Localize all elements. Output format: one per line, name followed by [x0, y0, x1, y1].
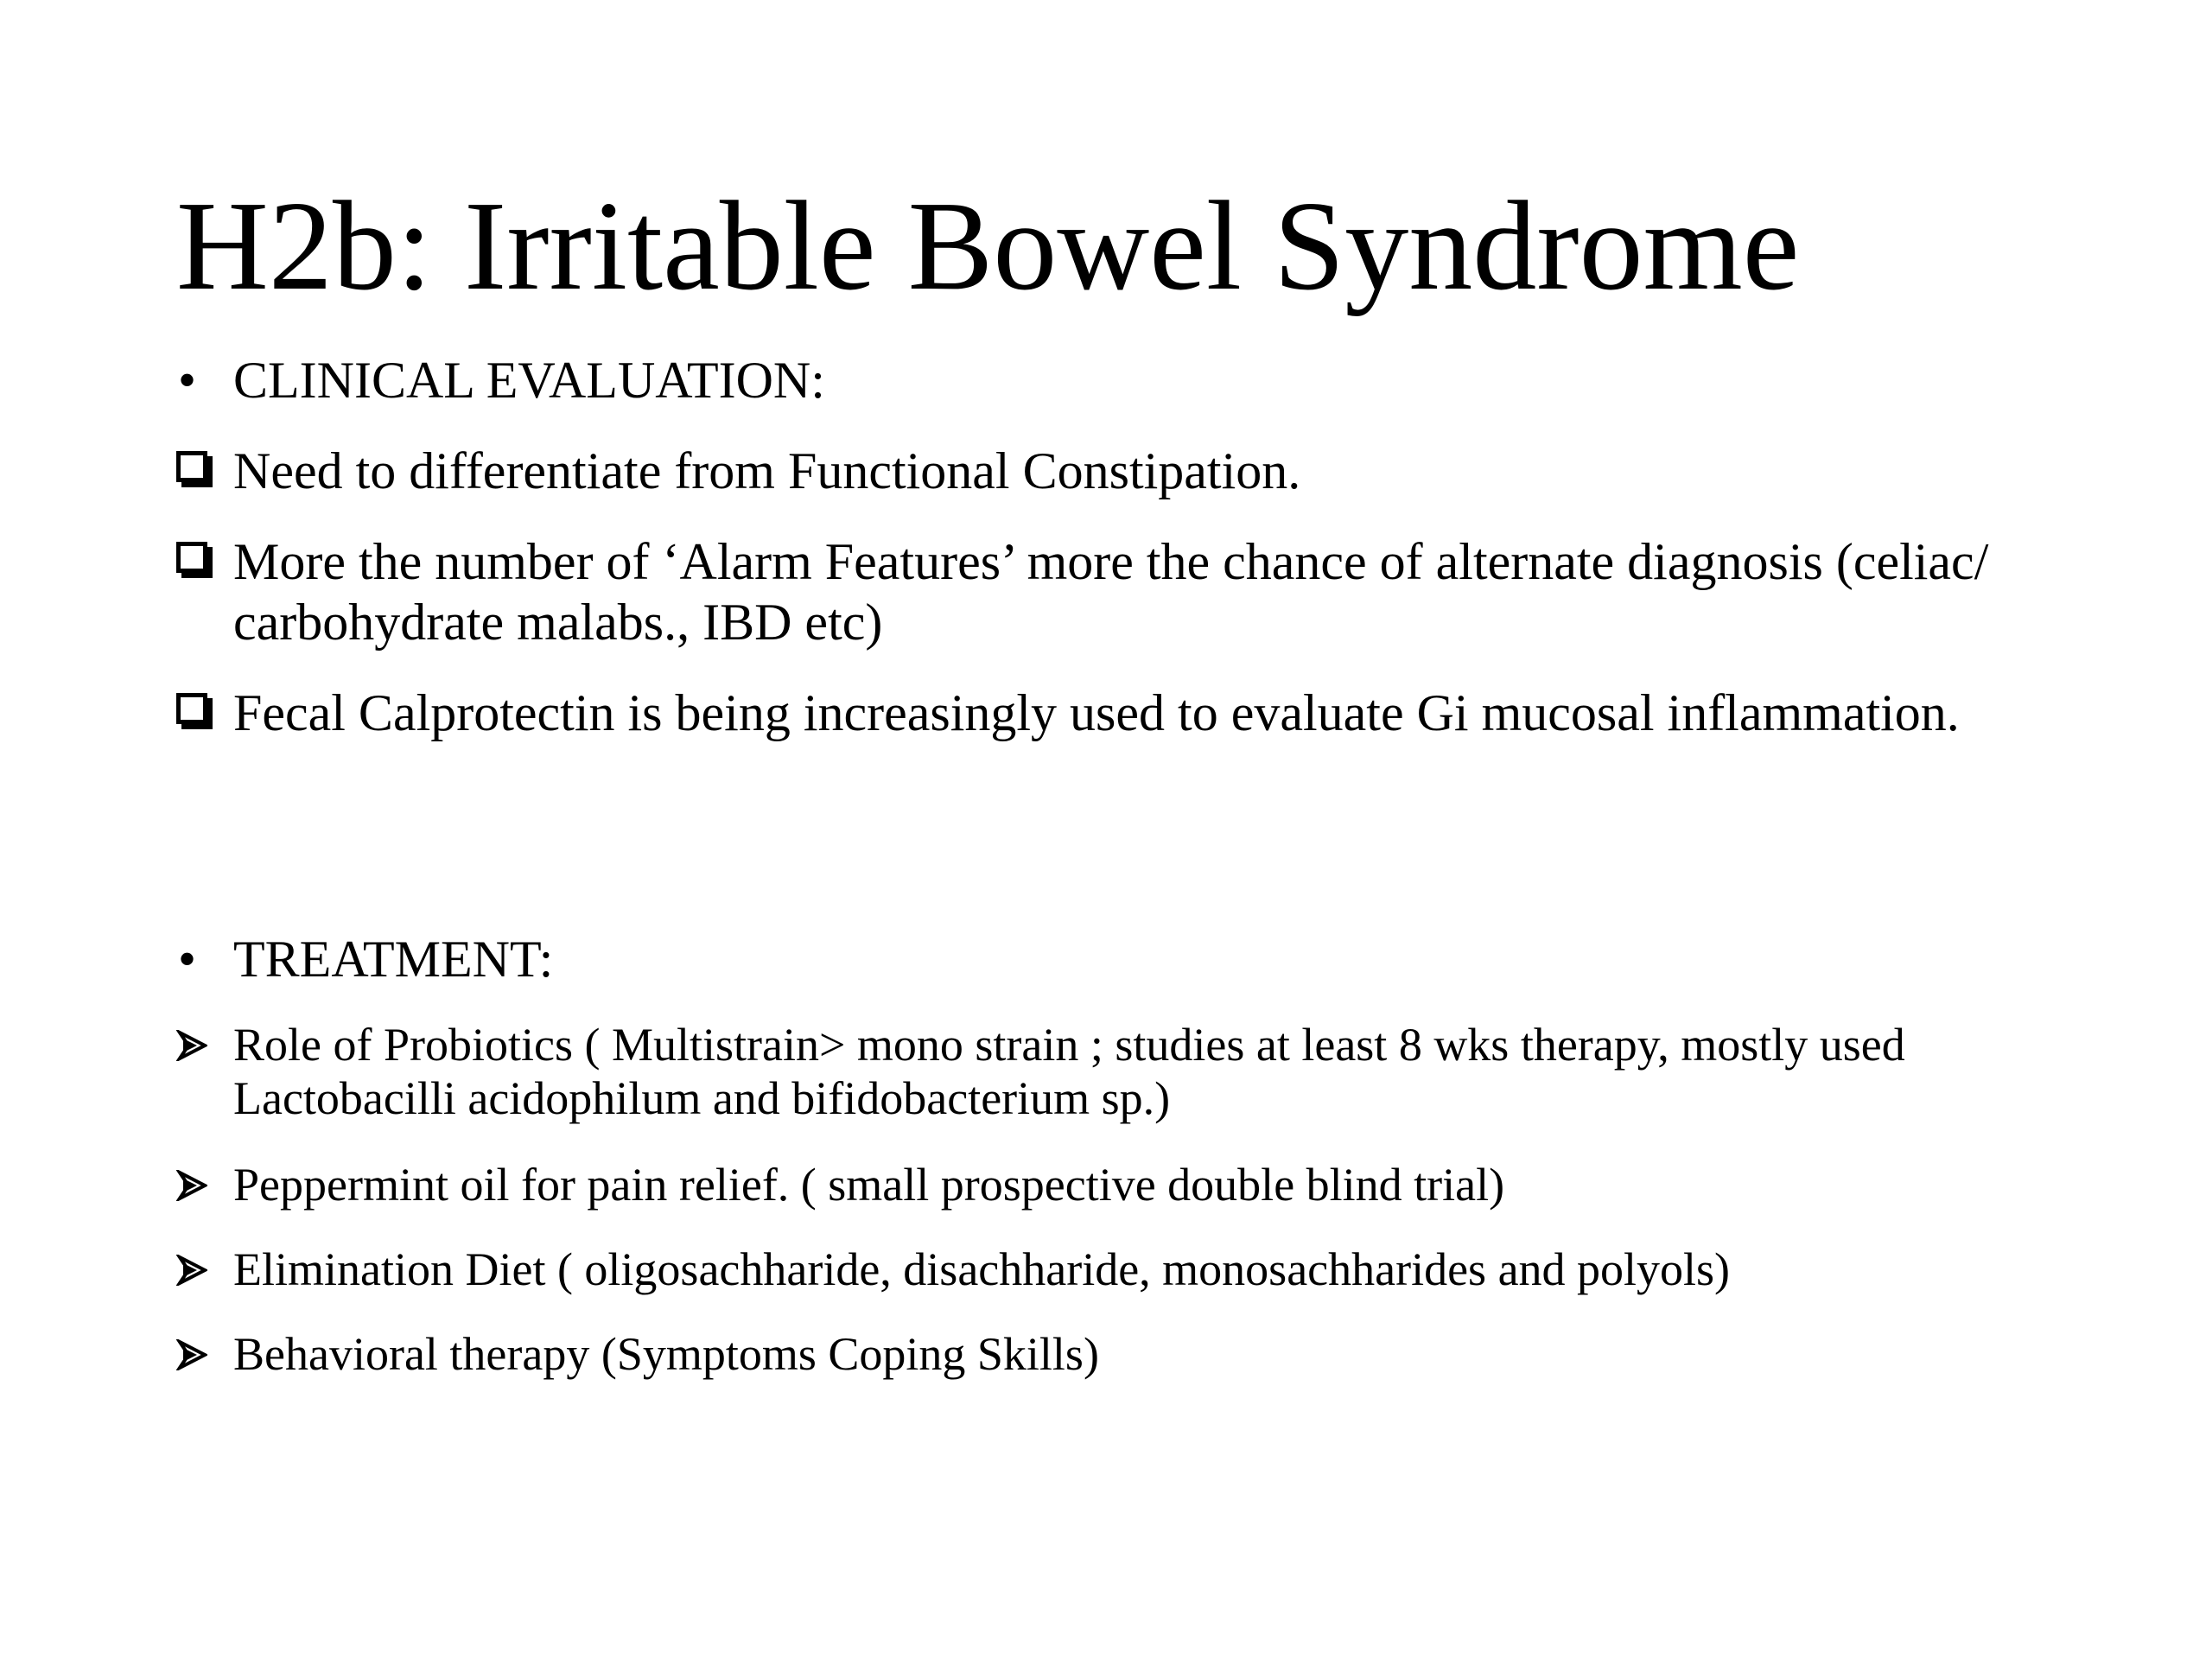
treatment-item — [176, 1018, 2077, 1125]
clinical-item — [176, 531, 2077, 652]
clinical-item — [176, 441, 2077, 501]
treatment-item — [176, 1158, 2077, 1211]
clinical-evaluation-heading-text: CLINICAL EVALUATION: — [233, 352, 825, 409]
clinical-item-text: More the number of ‘Alarm Features’ more the chance of alternate diagnosis (celiac/ carbohydrate malabs., IBD etc) — [233, 533, 1989, 651]
treatment-heading — [176, 929, 2077, 989]
arrowhead-icon — [176, 1255, 228, 1286]
clinical-item-text: Need to differentiate from Functional Constipation. — [233, 442, 1301, 499]
treatment-item-text: Elimination Diet ( oligosachharide, disachharide, monosachharides and polyols) — [233, 1243, 1731, 1295]
checkbox-square-icon — [176, 451, 228, 486]
bullet-dot-icon: • — [178, 352, 197, 409]
clinical-item — [176, 683, 2077, 743]
bullet-dot-icon: • — [178, 931, 197, 988]
treatment-item-text: Peppermint oil for pain relief. ( small prospective double blind trial) — [233, 1159, 1505, 1211]
checkbox-square-icon — [176, 542, 228, 577]
treatment-heading-text: TREATMENT: — [233, 931, 554, 988]
slide-title: H2b: Irritable Bowel Syndrome — [176, 175, 1800, 317]
clinical-evaluation-heading — [176, 350, 2077, 410]
arrowhead-icon — [176, 1339, 228, 1370]
clinical-item-text: Fecal Calprotectin is being increasingly used to evaluate Gi mucosal inflammation. — [233, 684, 1960, 741]
checkbox-square-icon — [176, 693, 228, 728]
treatment-item — [176, 1243, 2077, 1296]
treatment-item-text: Behavioral therapy (Symptoms Coping Skills) — [233, 1328, 1099, 1380]
treatment-item-text: Role of Probiotics ( Multistrain> mono strain ; studies at least 8 wks therapy, mostly used Lactobacilli acidophilum and bifidobacterium sp.) — [233, 1019, 1905, 1124]
treatment-item — [176, 1327, 2077, 1381]
arrowhead-icon — [176, 1030, 228, 1061]
arrowhead-icon — [176, 1170, 228, 1201]
